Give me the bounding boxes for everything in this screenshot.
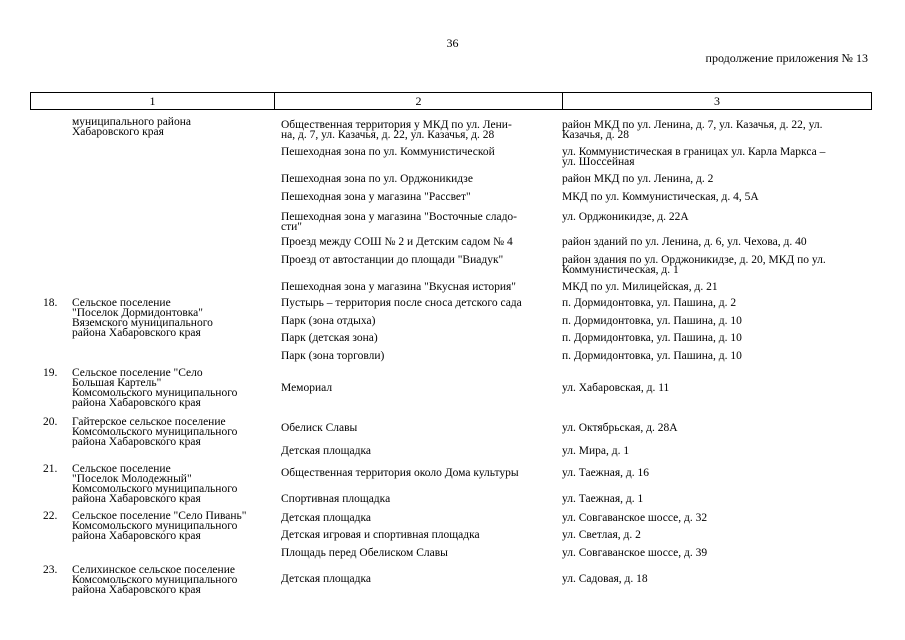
territory-address xyxy=(562,316,742,326)
settlement-name-line: "Поселок Молодежный" xyxy=(72,473,192,485)
territory-name-line: Мемориал xyxy=(281,382,333,394)
territory-name-line: сти" xyxy=(281,221,302,233)
territory-name-line: Площадь перед Обелиском Славы xyxy=(281,547,448,559)
territory-address xyxy=(562,174,713,184)
territory-name-line: Проезд от автостанции до площади "Виадук" xyxy=(281,254,504,266)
territory-address xyxy=(562,282,718,292)
header-col-1: 1 xyxy=(149,94,156,108)
settlement-name-line: Хабаровского края xyxy=(72,126,164,138)
settlement-name xyxy=(72,565,237,595)
territory-name xyxy=(281,255,503,265)
settlement-name-line: Комсомольского муниципального xyxy=(72,574,238,586)
territory-address xyxy=(562,298,736,308)
settlement-name-line: Сельское поселение "Село Пивань" xyxy=(72,510,247,522)
territory-name xyxy=(281,530,480,540)
territory-address xyxy=(562,192,759,202)
row-number: 19. xyxy=(43,367,58,379)
territory-name-line: Пешеходная зона по ул. Орджоникидзе xyxy=(281,173,473,185)
territory-address-line: ул. Садовая, д. 18 xyxy=(562,573,648,585)
header-col-2: 2 xyxy=(415,94,422,108)
table-header xyxy=(30,92,872,110)
row-number: 23. xyxy=(43,564,58,576)
territory-address-line: район МКД по ул. Ленина, д. 7, ул. Казачья, д. 22, ул. xyxy=(562,119,823,131)
territory-address xyxy=(562,423,678,433)
territory-address-line: МКД по ул. Милицейская, д. 21 xyxy=(562,281,718,293)
settlement-name-line: Сельское поселение xyxy=(72,463,171,475)
territory-address-line: ул. Октябрьская, д. 28А xyxy=(562,422,678,434)
settlement-name xyxy=(72,368,237,408)
territory-name-line: Детская игровая и спортивная площадка xyxy=(281,529,480,541)
settlement-name-line: Вяземского муниципального xyxy=(72,317,213,329)
territory-address-line: п. Дормидонтовка, ул. Пашина, д. 10 xyxy=(562,332,742,344)
settlement-name-line: района Хабаровского края xyxy=(72,436,201,448)
settlement-name-line: Большая Картель" xyxy=(72,377,162,389)
territory-name-line: Парк (зона торговли) xyxy=(281,350,385,362)
territory-name-line: Детская площадка xyxy=(281,512,372,524)
row-number: 20. xyxy=(43,416,58,428)
territory-name xyxy=(281,192,471,202)
territory-name xyxy=(281,147,495,157)
continuation-note: продолжение приложения № 13 xyxy=(705,51,868,65)
territory-address xyxy=(562,513,707,523)
territory-name xyxy=(281,120,512,140)
territory-address xyxy=(562,255,826,275)
settlement-name-line: Гайтерское сельское поселение xyxy=(72,416,226,428)
territory-name xyxy=(281,383,332,393)
territory-address xyxy=(562,212,689,222)
territory-name xyxy=(281,446,371,456)
settlement-name xyxy=(72,417,237,447)
territory-name xyxy=(281,174,473,184)
territory-address-line: район МКД по ул. Ленина, д. 2 xyxy=(562,173,714,185)
territory-address-line: ул. Хабаровская, д. 11 xyxy=(562,382,670,394)
page-number: 36 xyxy=(446,36,459,50)
territory-name-line: Проезд между СОШ № 2 и Детским садом № 4 xyxy=(281,236,513,248)
territory-address-line: ул. Шоссейная xyxy=(562,156,635,168)
territory-name-line: Парк (детская зона) xyxy=(281,332,378,344)
territory-name-line: Обелиск Славы xyxy=(281,422,358,434)
settlement-name-line: района Хабаровского края xyxy=(72,530,201,542)
settlement-name-line: района Хабаровского края xyxy=(72,493,201,505)
territory-name-line: Парк (зона отдыха) xyxy=(281,315,376,327)
settlement-name-line: района Хабаровского края xyxy=(72,584,201,596)
settlement-name xyxy=(72,511,246,541)
territory-address-line: Казачья, д. 28 xyxy=(562,129,629,141)
territory-name xyxy=(281,282,516,292)
territory-name-line: Пешеходная зона по ул. Коммунистической xyxy=(281,146,495,158)
territory-address xyxy=(562,147,825,167)
territory-address xyxy=(562,530,641,540)
territory-address xyxy=(562,120,822,140)
territory-address xyxy=(562,333,742,343)
territory-name-line: Пешеходная зона у магазина "Вкусная история" xyxy=(281,281,516,293)
settlement-name-line: Комсомольского муниципального xyxy=(72,483,238,495)
territory-address xyxy=(562,446,629,456)
settlement-name-line: Сельское поселение "Село xyxy=(72,367,203,379)
settlement-name-line: района Хабаровского края xyxy=(72,397,201,409)
settlement-name xyxy=(72,464,237,504)
territory-name-line: Детская площадка xyxy=(281,573,372,585)
territory-address xyxy=(562,383,669,393)
settlement-name-line: "Поселок Дормидонтовка" xyxy=(72,307,203,319)
territory-address-line: п. Дормидонтовка, ул. Пашина, д. 10 xyxy=(562,315,742,327)
territory-name xyxy=(281,237,513,247)
territory-address-line: ул. Светлая, д. 2 xyxy=(562,529,641,541)
territory-name xyxy=(281,548,448,558)
territory-address-line: ул. Совгаванское шоссе, д. 39 xyxy=(562,547,708,559)
settlement-name-line: Селихинское сельское поселение xyxy=(72,564,235,576)
settlement-name-line: района Хабаровского края xyxy=(72,327,201,339)
territory-address-line: ул. Орджоникидзе, д. 22А xyxy=(562,211,689,223)
territory-name xyxy=(281,513,371,523)
settlement-name xyxy=(72,298,213,338)
territory-address-line: п. Дормидонтовка, ул. Пашина, д. 2 xyxy=(562,297,737,309)
territory-name xyxy=(281,316,375,326)
settlement-name xyxy=(72,117,191,137)
territory-address-line: ул. Коммунистическая в границах ул. Карла Маркса – xyxy=(562,146,826,158)
territory-name xyxy=(281,351,384,361)
territory-name xyxy=(281,468,519,478)
territory-address xyxy=(562,351,742,361)
territory-address xyxy=(562,548,707,558)
territory-address-line: ул. Таежная, д. 16 xyxy=(562,467,650,479)
settlement-name-line: Комсомольского муниципального xyxy=(72,426,238,438)
territory-address-line: ул. Совгаванское шоссе, д. 32 xyxy=(562,512,708,524)
settlement-name-line: Комсомольского муниципального xyxy=(72,520,238,532)
territory-address-line: ул. Таежная, д. 1 xyxy=(562,493,644,505)
territory-address-line: район здания по ул. Орджоникидзе, д. 20, МКД по ул. xyxy=(562,254,826,266)
territory-name-line: Пешеходная зона у магазина "Восточные сладо- xyxy=(281,211,518,223)
territory-name xyxy=(281,212,517,232)
territory-name xyxy=(281,333,378,343)
territory-name-line: Пешеходная зона у магазина "Рассвет" xyxy=(281,191,471,203)
territory-address xyxy=(562,237,807,247)
territory-name-line: Пустырь – территория после сноса детского сада xyxy=(281,297,522,309)
settlement-name-line: Комсомольского муниципального xyxy=(72,387,238,399)
territory-name xyxy=(281,494,390,504)
territory-name xyxy=(281,298,522,308)
territory-name-line: Общественная территория у МКД по ул. Лени- xyxy=(281,119,512,131)
territory-name-line: Спортивная площадка xyxy=(281,493,391,505)
row-number: 18. xyxy=(43,297,58,309)
territory-name xyxy=(281,423,357,433)
settlement-name-line: Сельское поселение xyxy=(72,297,171,309)
row-number: 21. xyxy=(43,463,58,475)
row-number: 22. xyxy=(43,510,58,522)
territory-address-line: район зданий по ул. Ленина, д. 6, ул. Чехова, д. 40 xyxy=(562,236,807,248)
territory-address xyxy=(562,574,648,584)
territory-address-line: МКД по ул. Коммунистическая, д. 4, 5А xyxy=(562,191,759,203)
territory-address xyxy=(562,468,649,478)
territory-name-line: на, д. 7, ул. Казачья, д. 22, ул. Казачья, д. 28 xyxy=(281,129,495,141)
territory-address-line: Коммунистическая, д. 1 xyxy=(562,264,679,276)
territory-name-line: Детская площадка xyxy=(281,445,372,457)
territory-address xyxy=(562,494,643,504)
settlement-name-line: муниципального района xyxy=(72,116,191,128)
territory-address-line: ул. Мира, д. 1 xyxy=(562,445,630,457)
territory-address-line: п. Дормидонтовка, ул. Пашина, д. 10 xyxy=(562,350,742,362)
header-col-3: 3 xyxy=(714,94,720,108)
territory-name-line: Общественная территория около Дома культуры xyxy=(281,467,519,479)
territory-name xyxy=(281,574,371,584)
